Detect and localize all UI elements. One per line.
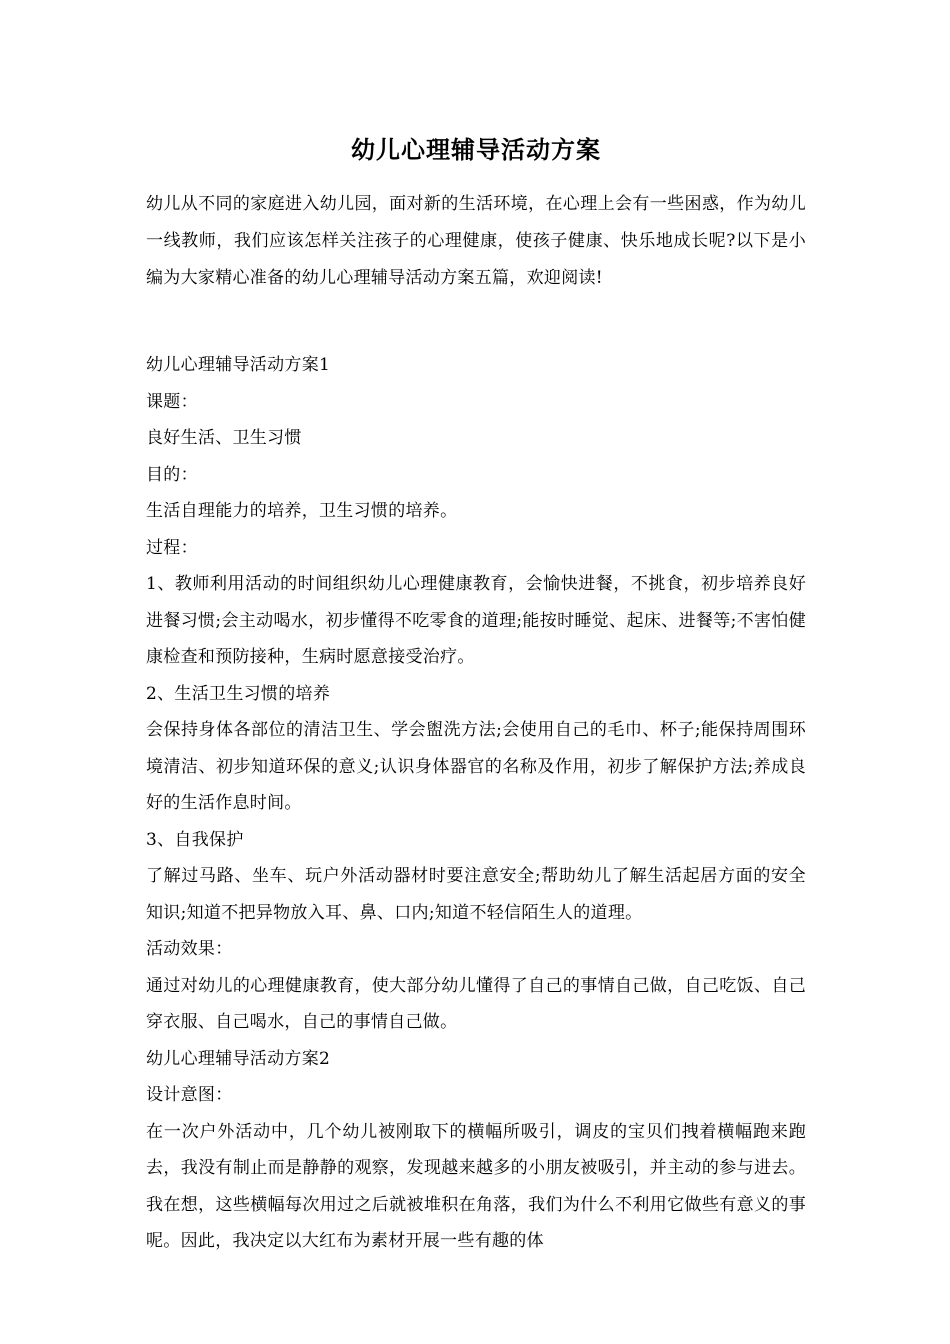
intro-paragraph: 幼儿从不同的家庭进入幼儿园，面对新的生活环境，在心理上会有一些困惑，作为幼儿一线教师，我们应该怎样关注孩子的心理健康，使孩子健康、快乐地成长呢?以下是小编为大家精心准备的幼儿心理辅导活动方案五篇，欢迎阅读! xyxy=(146,194,806,288)
document-title: 幼儿心理辅导活动方案 xyxy=(351,135,601,164)
document-page xyxy=(146,126,806,1260)
process-item-1: 1、教师利用活动的时间组织幼儿心理健康教育，会愉快进餐，不挑食，初步培养良好进餐习惯;会主动喝水，初步懂得不吃零食的道理;能按时睡觉、起床、进餐等;不害怕健康检查和预防接种，生病时愿意接受治疗。 xyxy=(146,574,806,667)
label-design-intent: 设计意图： xyxy=(146,1085,233,1105)
label-effect: 活动效果： xyxy=(146,939,233,959)
section-heading-2: 幼儿心理辅导活动方案2 xyxy=(146,1048,331,1069)
label-topic: 课题： xyxy=(146,391,198,412)
topic-text: 良好生活、卫生习惯 xyxy=(146,428,302,448)
process-item-3-text: 了解过马路、坐车、玩户外活动器材时要注意安全;帮助幼儿了解生活起居方面的安全知识;知道不把异物放入耳、鼻、口内;知道不轻信陌生人的道理。 xyxy=(146,866,806,923)
process-item-2-heading: 2、生活卫生习惯的培养 xyxy=(146,683,331,704)
paragraph-gap xyxy=(146,297,806,347)
process-item-2-text: 会保持身体各部位的清洁卫生、学会盥洗方法;会使用自己的毛巾、杯子;能保持周围环境清洁、初步知道环保的意义;认识身体器官的名称及作用，初步了解保护方法;养成良好的生活作息时间。 xyxy=(146,720,806,813)
section-heading-1: 幼儿心理辅导活动方案1 xyxy=(146,355,331,375)
process-item-3-heading: 3、自我保护 xyxy=(146,829,244,850)
label-goal: 目的： xyxy=(146,464,198,485)
design-intent-text: 在一次户外活动中，几个幼儿被刚取下的横幅所吸引，调皮的宝贝们拽着横幅跑来跑去，我没有制止而是静静的观察，发现越来越多的小朋友被吸引，并主动的参与进去。我在想，这些横幅每次用过之后就被堆积在角落，我们为什么不利用它做些有意义的事呢。因此，我决定以大红布为素材开展一些有趣的体 xyxy=(146,1121,806,1251)
label-process: 过程： xyxy=(146,537,198,558)
effect-text: 通过对幼儿的心理健康教育，使大部分幼儿懂得了自己的事情自己做，自己吃饭、自己穿衣服、自己喝水，自己的事情自己做。 xyxy=(146,975,806,1032)
goal-text: 生活自理能力的培养，卫生习惯的培养。 xyxy=(146,501,458,521)
